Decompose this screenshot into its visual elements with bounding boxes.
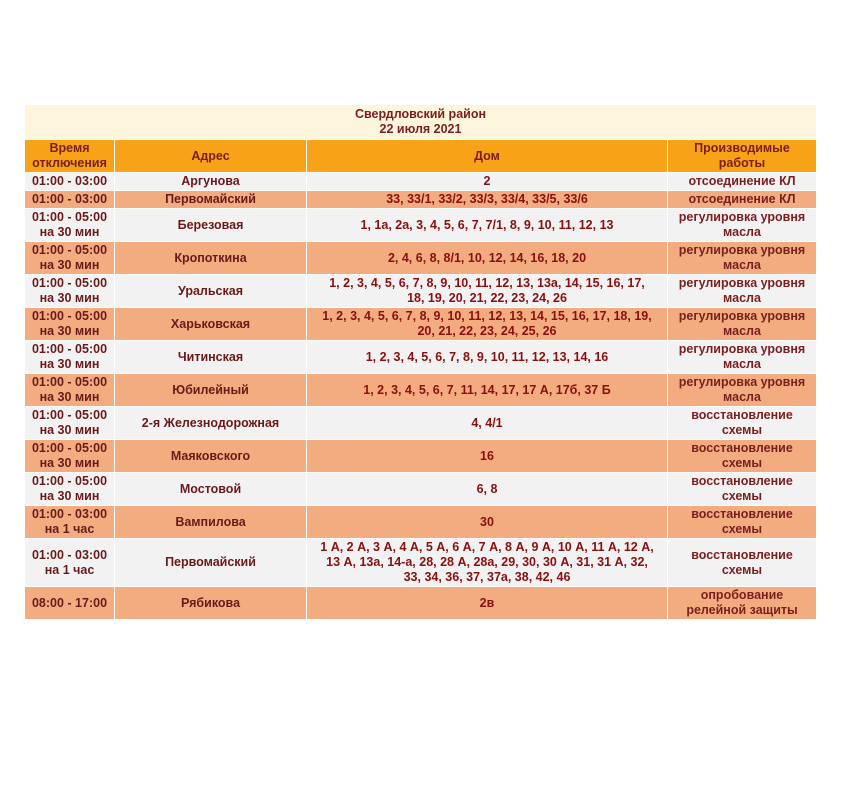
table-row [25, 173, 817, 191]
header-house: Дом [307, 140, 668, 173]
cell-time: 01:00 - 05:00 на 30 мин [25, 275, 115, 308]
cell-house: 2в [307, 587, 668, 620]
cell-house: 6, 8 [307, 473, 668, 506]
table-row [25, 341, 817, 374]
district-title: Свердловский район [354, 107, 487, 121]
cell-house: 2, 4, 6, 8, 8/1, 10, 12, 14, 16, 18, 20 [307, 242, 668, 275]
table-row [25, 407, 817, 440]
table-row [25, 440, 817, 473]
table-row [25, 506, 817, 539]
cell-address: Юбилейный [115, 374, 307, 407]
cell-works: отсоединение КЛ [668, 173, 817, 191]
table-row [25, 308, 817, 341]
schedule-date: 22 июля 2021 [379, 122, 462, 136]
cell-works: восстановление схемы [668, 440, 817, 473]
cell-address: Читинская [115, 341, 307, 374]
table-row [25, 242, 817, 275]
cell-works: восстановление схемы [668, 473, 817, 506]
cell-time: 08:00 - 17:00 [25, 587, 115, 620]
cell-works: регулировка уровня масла [668, 341, 817, 374]
cell-house: 30 [307, 506, 668, 539]
cell-address: Первомайский [115, 191, 307, 209]
cell-works: восстановление схемы [668, 539, 817, 587]
cell-house: 4, 4/1 [307, 407, 668, 440]
cell-address: 2-я Железнодорожная [115, 407, 307, 440]
cell-house: 2 [307, 173, 668, 191]
table-caption [25, 105, 817, 140]
cell-house: 16 [307, 440, 668, 473]
cell-address: Березовая [115, 209, 307, 242]
cell-address: Рябикова [115, 587, 307, 620]
cell-house: 1, 2, 3, 4, 5, 6, 7, 8, 9, 10, 11, 12, 13, 13а, 14, 15, 16, 17, 18, 19, 20, 21, 22, 23, 24, 26 [307, 275, 668, 308]
cell-house: 1 А, 2 А, 3 А, 4 А, 5 А, 6 А, 7 А, 8 А, 9 А, 10 А, 11 А, 12 А, 13 А, 13а, 14-а, 28, 28 А, 28а, 29, 30, 30 А, 31, 31 А, 32, 33, 34, 36, 37, 37а, 38, 42, 46 [307, 539, 668, 587]
cell-address: Кропоткина [115, 242, 307, 275]
cell-time: 01:00 - 05:00 на 30 мин [25, 341, 115, 374]
cell-house: 1, 2, 3, 4, 5, 6, 7, 11, 14, 17, 17 А, 17б, 37 Б [307, 374, 668, 407]
cell-time: 01:00 - 03:00 [25, 173, 115, 191]
header-works: Производимые работы [668, 140, 817, 173]
header-time: Время отключения [25, 140, 115, 173]
cell-time: 01:00 - 05:00 на 30 мин [25, 407, 115, 440]
header-address: Адрес [115, 140, 307, 173]
table-row [25, 191, 817, 209]
cell-time: 01:00 - 03:00 на 1 час [25, 539, 115, 587]
cell-address: Первомайский [115, 539, 307, 587]
cell-works: отсоединение КЛ [668, 191, 817, 209]
cell-works: опробование релейной защиты [668, 587, 817, 620]
cell-time: 01:00 - 05:00 на 30 мин [25, 209, 115, 242]
table-row [25, 473, 817, 506]
cell-works: регулировка уровня масла [668, 209, 817, 242]
cell-house: 1, 2, 3, 4, 5, 6, 7, 8, 9, 10, 11, 12, 13, 14, 15, 16, 17, 18, 19, 20, 21, 22, 23, 24, 25, 26 [307, 308, 668, 341]
cell-house: 1, 2, 3, 4, 5, 6, 7, 8, 9, 10, 11, 12, 13, 14, 16 [307, 341, 668, 374]
table-row [25, 587, 817, 620]
header-row [25, 140, 817, 173]
cell-time: 01:00 - 05:00 на 30 мин [25, 308, 115, 341]
table-row [25, 275, 817, 308]
cell-time: 01:00 - 05:00 на 30 мин [25, 473, 115, 506]
cell-time: 01:00 - 05:00 на 30 мин [25, 374, 115, 407]
cell-time: 01:00 - 05:00 на 30 мин [25, 242, 115, 275]
cell-works: восстановление схемы [668, 506, 817, 539]
outage-schedule-table [24, 104, 817, 620]
cell-time: 01:00 - 03:00 [25, 191, 115, 209]
cell-works: регулировка уровня масла [668, 308, 817, 341]
cell-address: Уральская [115, 275, 307, 308]
table-row [25, 209, 817, 242]
cell-house: 1, 1а, 2а, 3, 4, 5, 6, 7, 7/1, 8, 9, 10, 11, 12, 13 [307, 209, 668, 242]
cell-works: регулировка уровня масла [668, 242, 817, 275]
cell-address: Аргунова [115, 173, 307, 191]
cell-works: восстановление схемы [668, 407, 817, 440]
cell-address: Харьковская [115, 308, 307, 341]
table-row [25, 539, 817, 587]
cell-address: Вампилова [115, 506, 307, 539]
cell-time: 01:00 - 03:00 на 1 час [25, 506, 115, 539]
cell-address: Мостовой [115, 473, 307, 506]
cell-address: Маяковского [115, 440, 307, 473]
cell-works: регулировка уровня масла [668, 374, 817, 407]
table-row [25, 374, 817, 407]
cell-house: 33, 33/1, 33/2, 33/3, 33/4, 33/5, 33/6 [307, 191, 668, 209]
cell-time: 01:00 - 05:00 на 30 мин [25, 440, 115, 473]
table-caption-row [25, 105, 817, 140]
cell-works: регулировка уровня масла [668, 275, 817, 308]
